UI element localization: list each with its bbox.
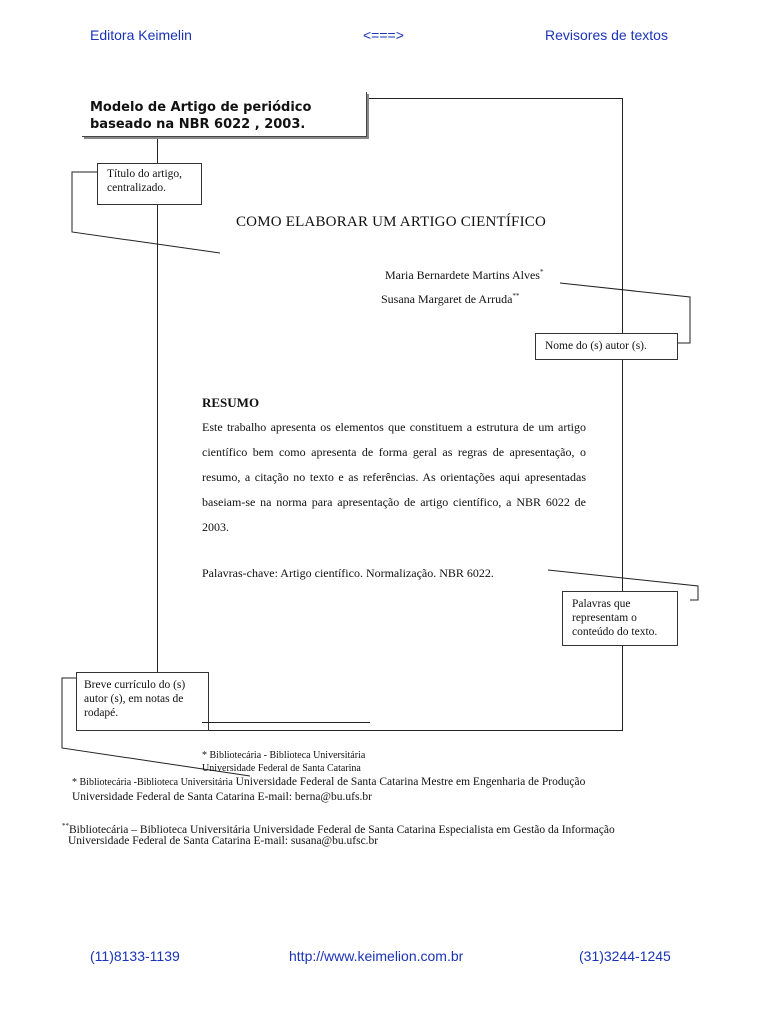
footnote-1-line1 [72,775,585,790]
article-title: COMO ELABORAR UM ARTIGO CIENTÍFICO [235,214,547,230]
footnote-separator [202,722,370,723]
title-note-line1: Título do artigo, [107,168,183,180]
keywords-note-line1: Palavras que [572,598,631,610]
abstract-heading: RESUMO [202,395,260,410]
footnote-1-line2: Universidade Federal de Santa Catarina E-mail: berna@bu.ufs.br [72,791,372,803]
bio-note-line3: rodapé. [84,707,119,719]
model-label-line2: baseado na NBR 6022 , 2003. [90,117,306,132]
model-label-line1: Modelo de Artigo de periódico [90,100,312,115]
bio-note-line2: autor (s), em notas de [84,693,184,705]
header-service: Revisores de textos [545,27,668,43]
footnote-2-line2: Universidade Federal de Santa Catarina E-mail: susana@bu.ufsc.br [68,835,379,847]
author-note: Nome do (s) autor (s). [535,333,678,360]
author-1-name: Maria Bernardete Martins Alves [385,268,540,282]
header-publisher: Editora Keimelin [90,27,192,43]
title-note-line2: centralizado. [107,182,167,194]
keywords: Palavras-chave: Artigo científico. Normalização. NBR 6022. [202,566,494,580]
header-arrow: <===> [363,27,404,43]
footer-website-link[interactable]: http://www.keimelion.com.br [289,948,464,964]
abstract-text: Este trabalho apresenta os elementos que constituem a estrutura de um artigo científico bem como apresenta de forma geral as regras de apresentação, o resumo, a citação no texto e as referências. As orientações aqui apresentadas baseiam-se na norma para apresentação de artigo científico, a NBR 6022 de 2003. [202,420,586,534]
bio-note [76,672,209,731]
footnote-1-line1-a: * Bibliotecária -Biblioteca Universitária [72,777,233,788]
footnote-2-text: Bibliotecária – Biblioteca Universitária Universidade Federal de Santa Catarina Especialista em Gestão da Informação [69,823,615,836]
inner-footnote-line2: Universidade Federal de Santa Catarina [202,763,361,774]
footnote-2-mark: ** [62,822,69,830]
footer-phone-left: (11)8133-1139 [90,948,180,964]
bio-note-line1: Breve currículo do (s) [84,679,186,691]
author-2 [381,292,519,307]
author-2-mark: ** [512,292,520,300]
footer-phone-right: (31)3244-1245 [579,948,671,964]
inner-footnote [202,749,422,776]
keywords-note-line2: representam o [572,612,637,624]
title-note [97,163,202,205]
footnote-1-line1-b: Universidade Federal de Santa Catarina Mestre em Engenharia de Produção [232,776,586,788]
model-label [82,92,367,137]
author-2-name: Susana Margaret de Arruda [381,292,513,306]
author-1-mark: * [539,268,544,276]
keywords-note-line3: conteúdo do texto. [572,626,658,638]
keywords-note [562,591,678,646]
author-1 [385,268,543,283]
inner-footnote-line1: * Bibliotecária - Biblioteca Universitária [202,750,366,761]
